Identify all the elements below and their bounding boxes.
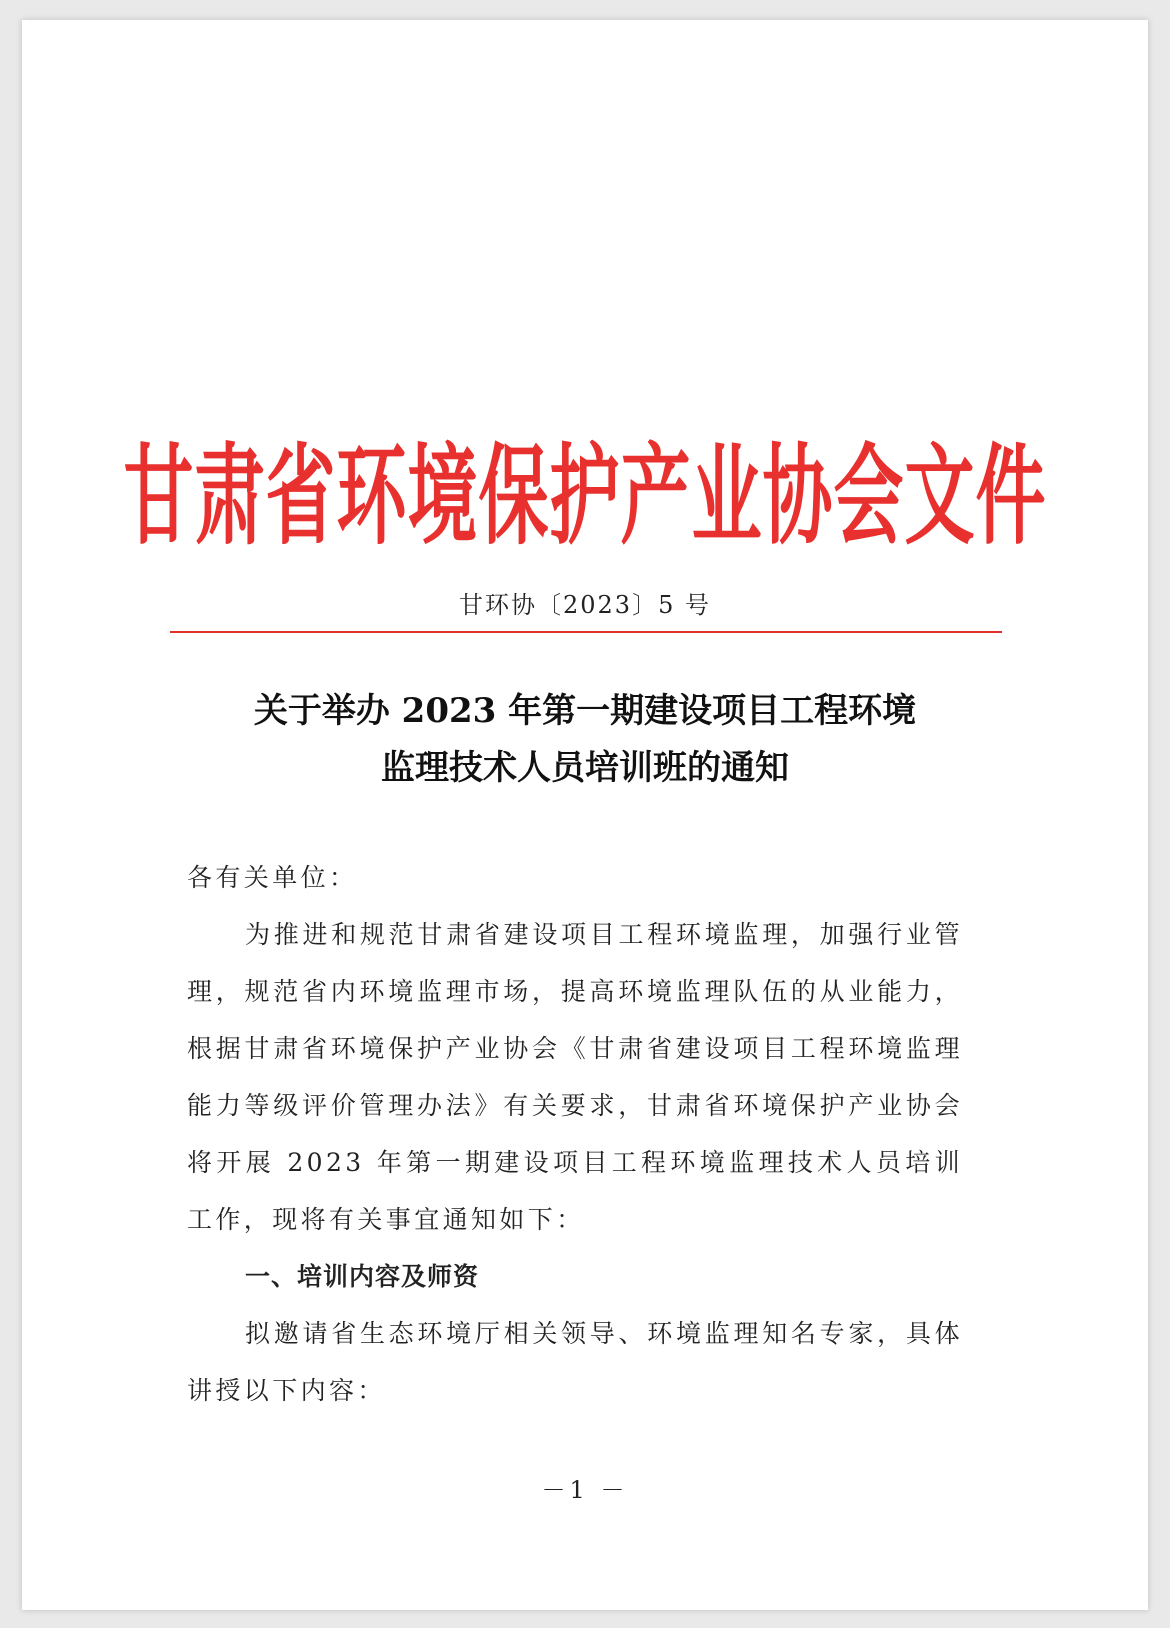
section-heading: 一、培训内容及师资 bbox=[245, 1262, 480, 1291]
body-paragraph: 拟邀请省生态环境厅相关领导、环境监理知名专家，具体讲授以下内容： bbox=[187, 1319, 963, 1405]
document-page bbox=[22, 20, 1148, 1610]
salutation: 各有关单位： bbox=[187, 863, 358, 892]
notice-title-line-1: 关于举办 2023 年第一期建设项目工程环境 bbox=[253, 691, 917, 731]
document-number: 甘环协〔2023〕5 号 bbox=[459, 591, 711, 619]
red-divider-rule bbox=[170, 631, 1002, 633]
page-number: －1 － bbox=[541, 1476, 629, 1504]
notice-title bbox=[142, 683, 1028, 797]
body-paragraph: 为推进和规范甘肃省建设项目工程环境监理，加强行业管理，规范省内环境监理市场，提高环境监理队伍的从业能力，根据甘肃省环境保护产业协会《甘肃省建设项目工程环境监理能力等级评价管理办法》有关要求，甘肃省环境保护产业协会将开展 2023 年第一期建设项目工程环境监理技术人员培训工作，现将有关事宜通知如下： bbox=[187, 920, 963, 1234]
masthead-title: 甘肃省环境保护产业协会文件 bbox=[123, 432, 1047, 561]
notice-body bbox=[187, 849, 963, 1419]
notice-title-line-2: 监理技术人员培训班的通知 bbox=[381, 748, 789, 788]
